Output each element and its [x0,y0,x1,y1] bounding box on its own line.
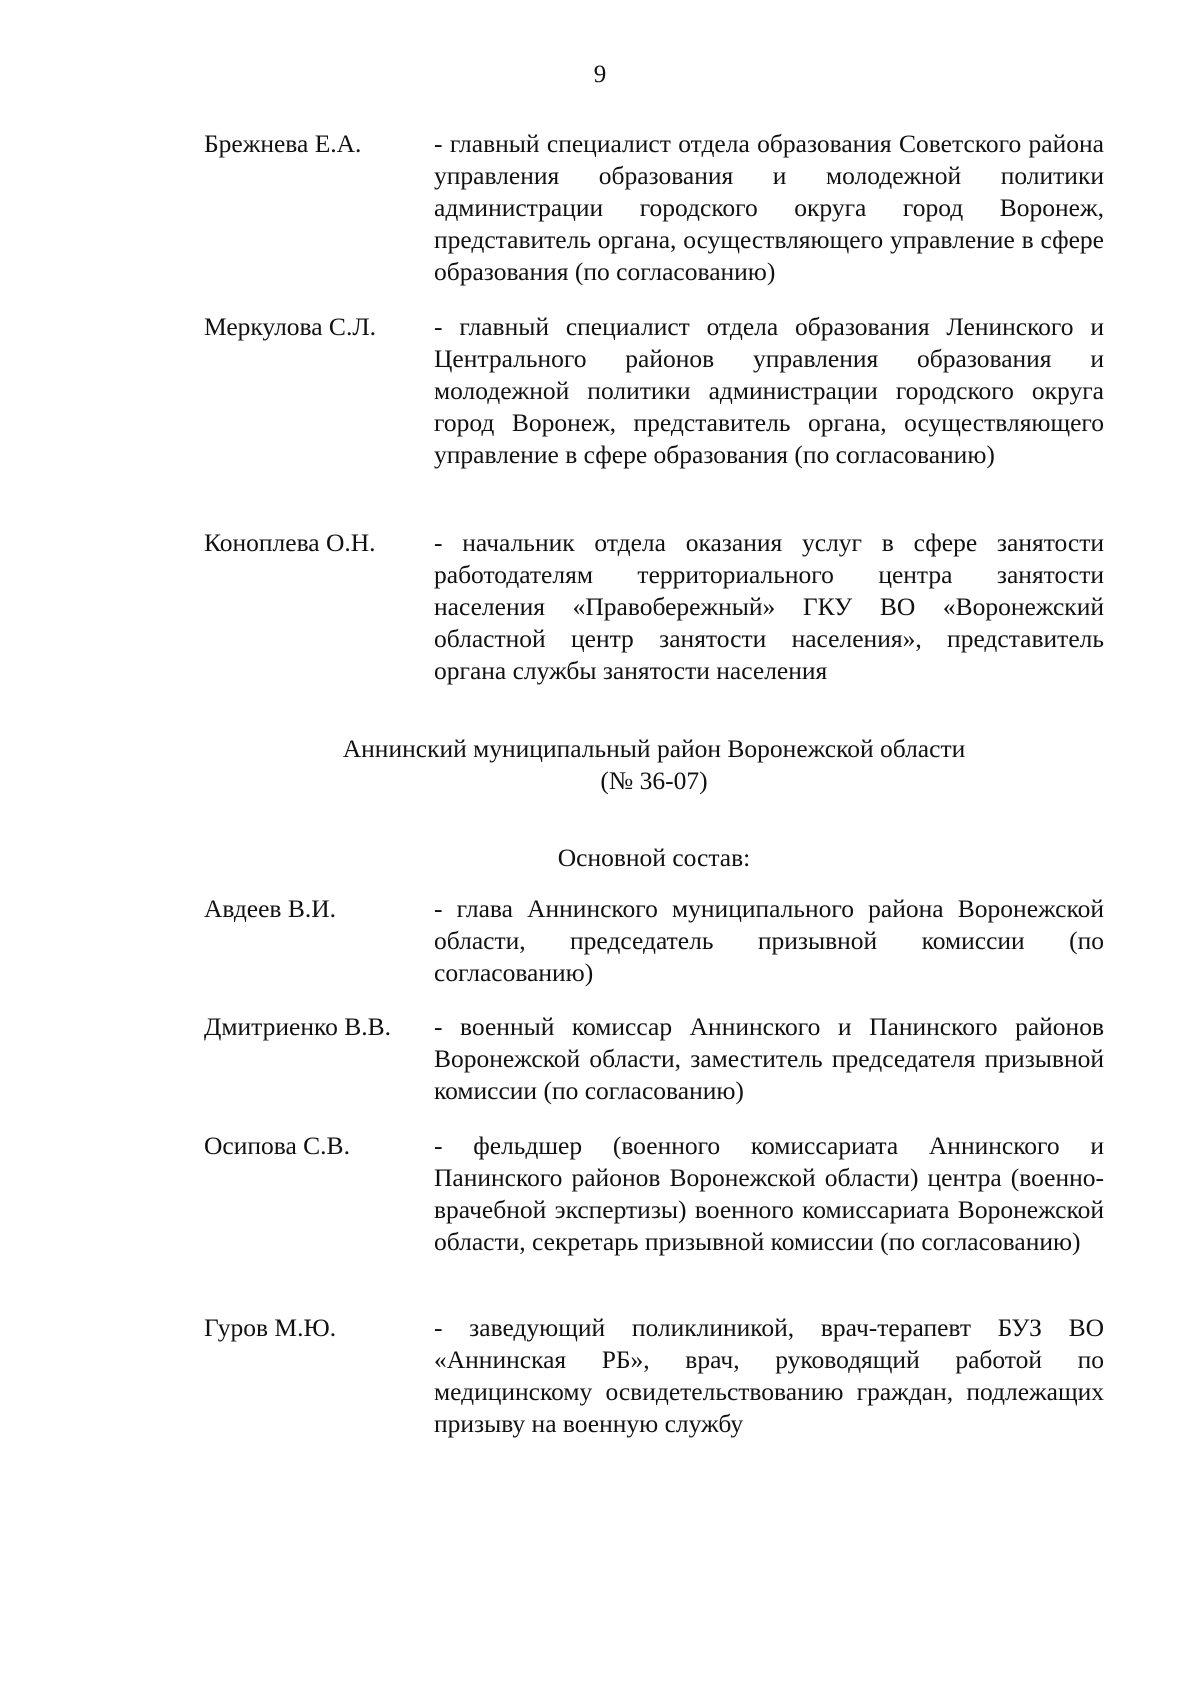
member-description: - главный специалист отдела образования Ленинского и Центрального районов управления образования и молодежной политики администрации городского округа город Воронеж, представитель органа, осуществляющего управление в сфере образования (по согласованию) [434,312,1104,469]
section-code: (№ 36-07) [600,766,708,795]
member-entry [204,128,1104,288]
member-entry [204,893,1104,989]
section-heading [204,733,1104,797]
member-description: - начальник отдела оказания услуг в сфере занятости работодателям территориального центра занятости населения «Правобережный» ГКУ ВО «Воронежский областной центр занятости населения», представитель органа службы занятости населения [434,528,1104,685]
member-entry [204,311,1104,471]
member-name: Меркулова С.Л. [204,312,376,341]
member-name: Авдеев В.И. [204,894,337,923]
member-name: Гуров М.Ю. [204,1313,337,1342]
section-title: Аннинский муниципальный район Воронежской области [342,734,966,763]
member-name: Коноплева О.Н. [204,528,376,557]
member-entry [204,1130,1104,1258]
member-description: - заведующий поликлиникой, врач-терапевт БУЗ ВО «Аннинская РБ», врач, руководящий работой по медицинскому освидетельствованию граждан, подлежащих призыву на военную службу [434,1313,1104,1438]
member-name: Брежнева Е.А. [204,129,362,158]
member-entry [204,1011,1104,1107]
member-name: Дмитриенко В.В. [204,1012,391,1041]
page-number: 9 [593,61,607,88]
member-description: - глава Аннинского муниципального района Воронежской области, председатель призывной комиссии (по согласованию) [434,894,1104,987]
member-entry [204,1312,1104,1440]
section-subtitle: Основной состав: [557,843,751,872]
member-description: - военный комиссар Аннинского и Панинского районов Воронежской области, заместитель председателя призывной комиссии (по согласованию) [434,1012,1104,1105]
member-name: Осипова С.В. [204,1131,350,1160]
member-description: - главный специалист отдела образования Советского района управления образования и молодежной политики администрации городского округа город Воронеж, представитель органа, осуществляющего управление в сфере образования (по согласованию) [434,129,1104,286]
member-description: - фельдшер (военного комиссариата Аннинского и Панинского районов Воронежской области) центра (военно-врачебной экспертизы) военного комиссариата Воронежской области, секретарь призывной комиссии (по согласованию) [434,1131,1104,1256]
member-entry [204,527,1104,687]
